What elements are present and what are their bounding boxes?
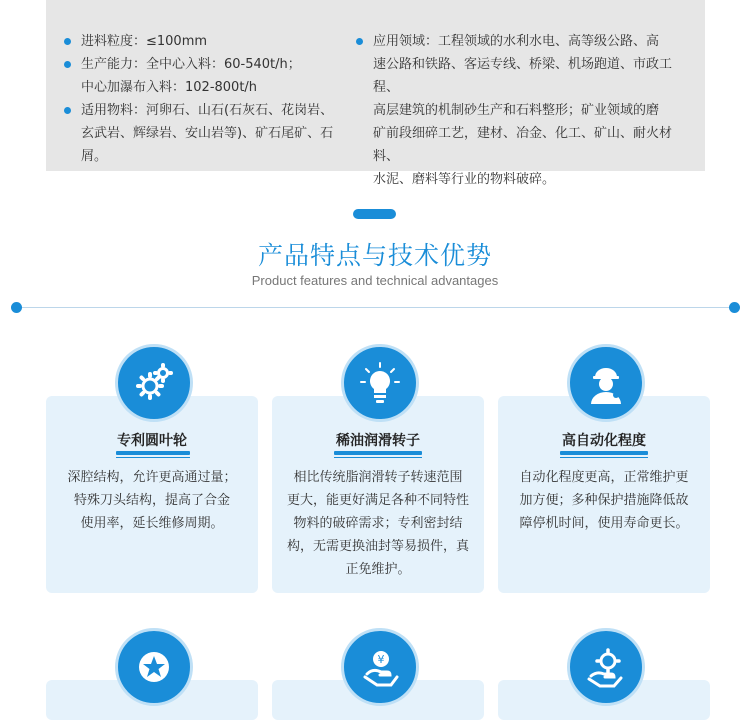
section-subtitle: Product features and technical advantages [251, 273, 499, 288]
svg-text:¥: ¥ [377, 653, 385, 666]
spec-box [46, 0, 705, 187]
bullet-dot [64, 38, 71, 45]
card-title: 高自动化程度 [562, 433, 646, 449]
hand-coin-icon [341, 628, 419, 706]
card-title-underline [116, 451, 190, 455]
section-pill-decoration [353, 209, 396, 219]
spec-item-capacity [64, 53, 354, 99]
feature-card-automation [498, 396, 710, 593]
hand-gear-icon [567, 628, 645, 706]
card-title: 专利圆叶轮 [117, 433, 187, 449]
card-title: 稀油润滑转子 [336, 433, 420, 449]
lightbulb-icon [341, 344, 419, 422]
gears-icon [115, 344, 193, 422]
card-description: 深腔结构，允许更高通过量； 特殊刀头结构，提高了合金 使用率，延长维修周期。 [67, 470, 237, 531]
spec-list-left [64, 30, 354, 168]
feature-card-oil-lubrication [272, 396, 484, 593]
bullet-dot [64, 107, 71, 114]
star-badge-icon [115, 628, 193, 706]
spec-text: 进料粒度：≤100mm [81, 34, 208, 49]
spec-text: 适用物料：河卵石、山石(石灰石、花岗岩、 玄武岩、辉绿岩、安山岩等)、矿石尾矿、石屑。 [81, 103, 334, 164]
engineer-icon [567, 344, 645, 422]
card-description: 相比传统脂润滑转子转速范围 更大，能更好满足各种不同特性 物料的破碎需求；专利密封结 构，无需更换油封等易损件，真 正免维护。 [286, 470, 469, 577]
spec-item-feed-size [64, 30, 354, 53]
card-description: 自动化程度更高，正常维护更 加方便；多种保护措施降低故 障停机时间，使用寿命更长。 [519, 470, 689, 531]
section-title: 产品特点与技术优势 [257, 241, 492, 270]
spec-item-applications [356, 30, 691, 191]
spec-item-materials [64, 99, 354, 168]
spec-text: 应用领域：工程领域的水利水电、高等级公路、高 速公路和铁路、客运专线、桥梁、机场跑道、市政工程、 高层建筑的机制砂生产和石料整形；矿业领域的磨 矿前段细碎工艺，建材、冶金、化工、矿山、耐火材料、 水泥、磨料等行业的物料破碎。 [373, 34, 673, 187]
divider-dot-right [729, 302, 740, 313]
card-title-underline [334, 451, 422, 455]
bullet-dot [356, 38, 363, 45]
bullet-dot [64, 61, 71, 68]
feature-card-impeller [46, 396, 258, 593]
divider-line [16, 307, 734, 308]
spec-list-right [356, 30, 691, 191]
spec-text: 生产能力：全中心入料：60-540t/h； 中心加瀑布入料：102-800t/h [81, 57, 301, 95]
card-title-underline [560, 451, 648, 455]
divider-dot-left [11, 302, 22, 313]
